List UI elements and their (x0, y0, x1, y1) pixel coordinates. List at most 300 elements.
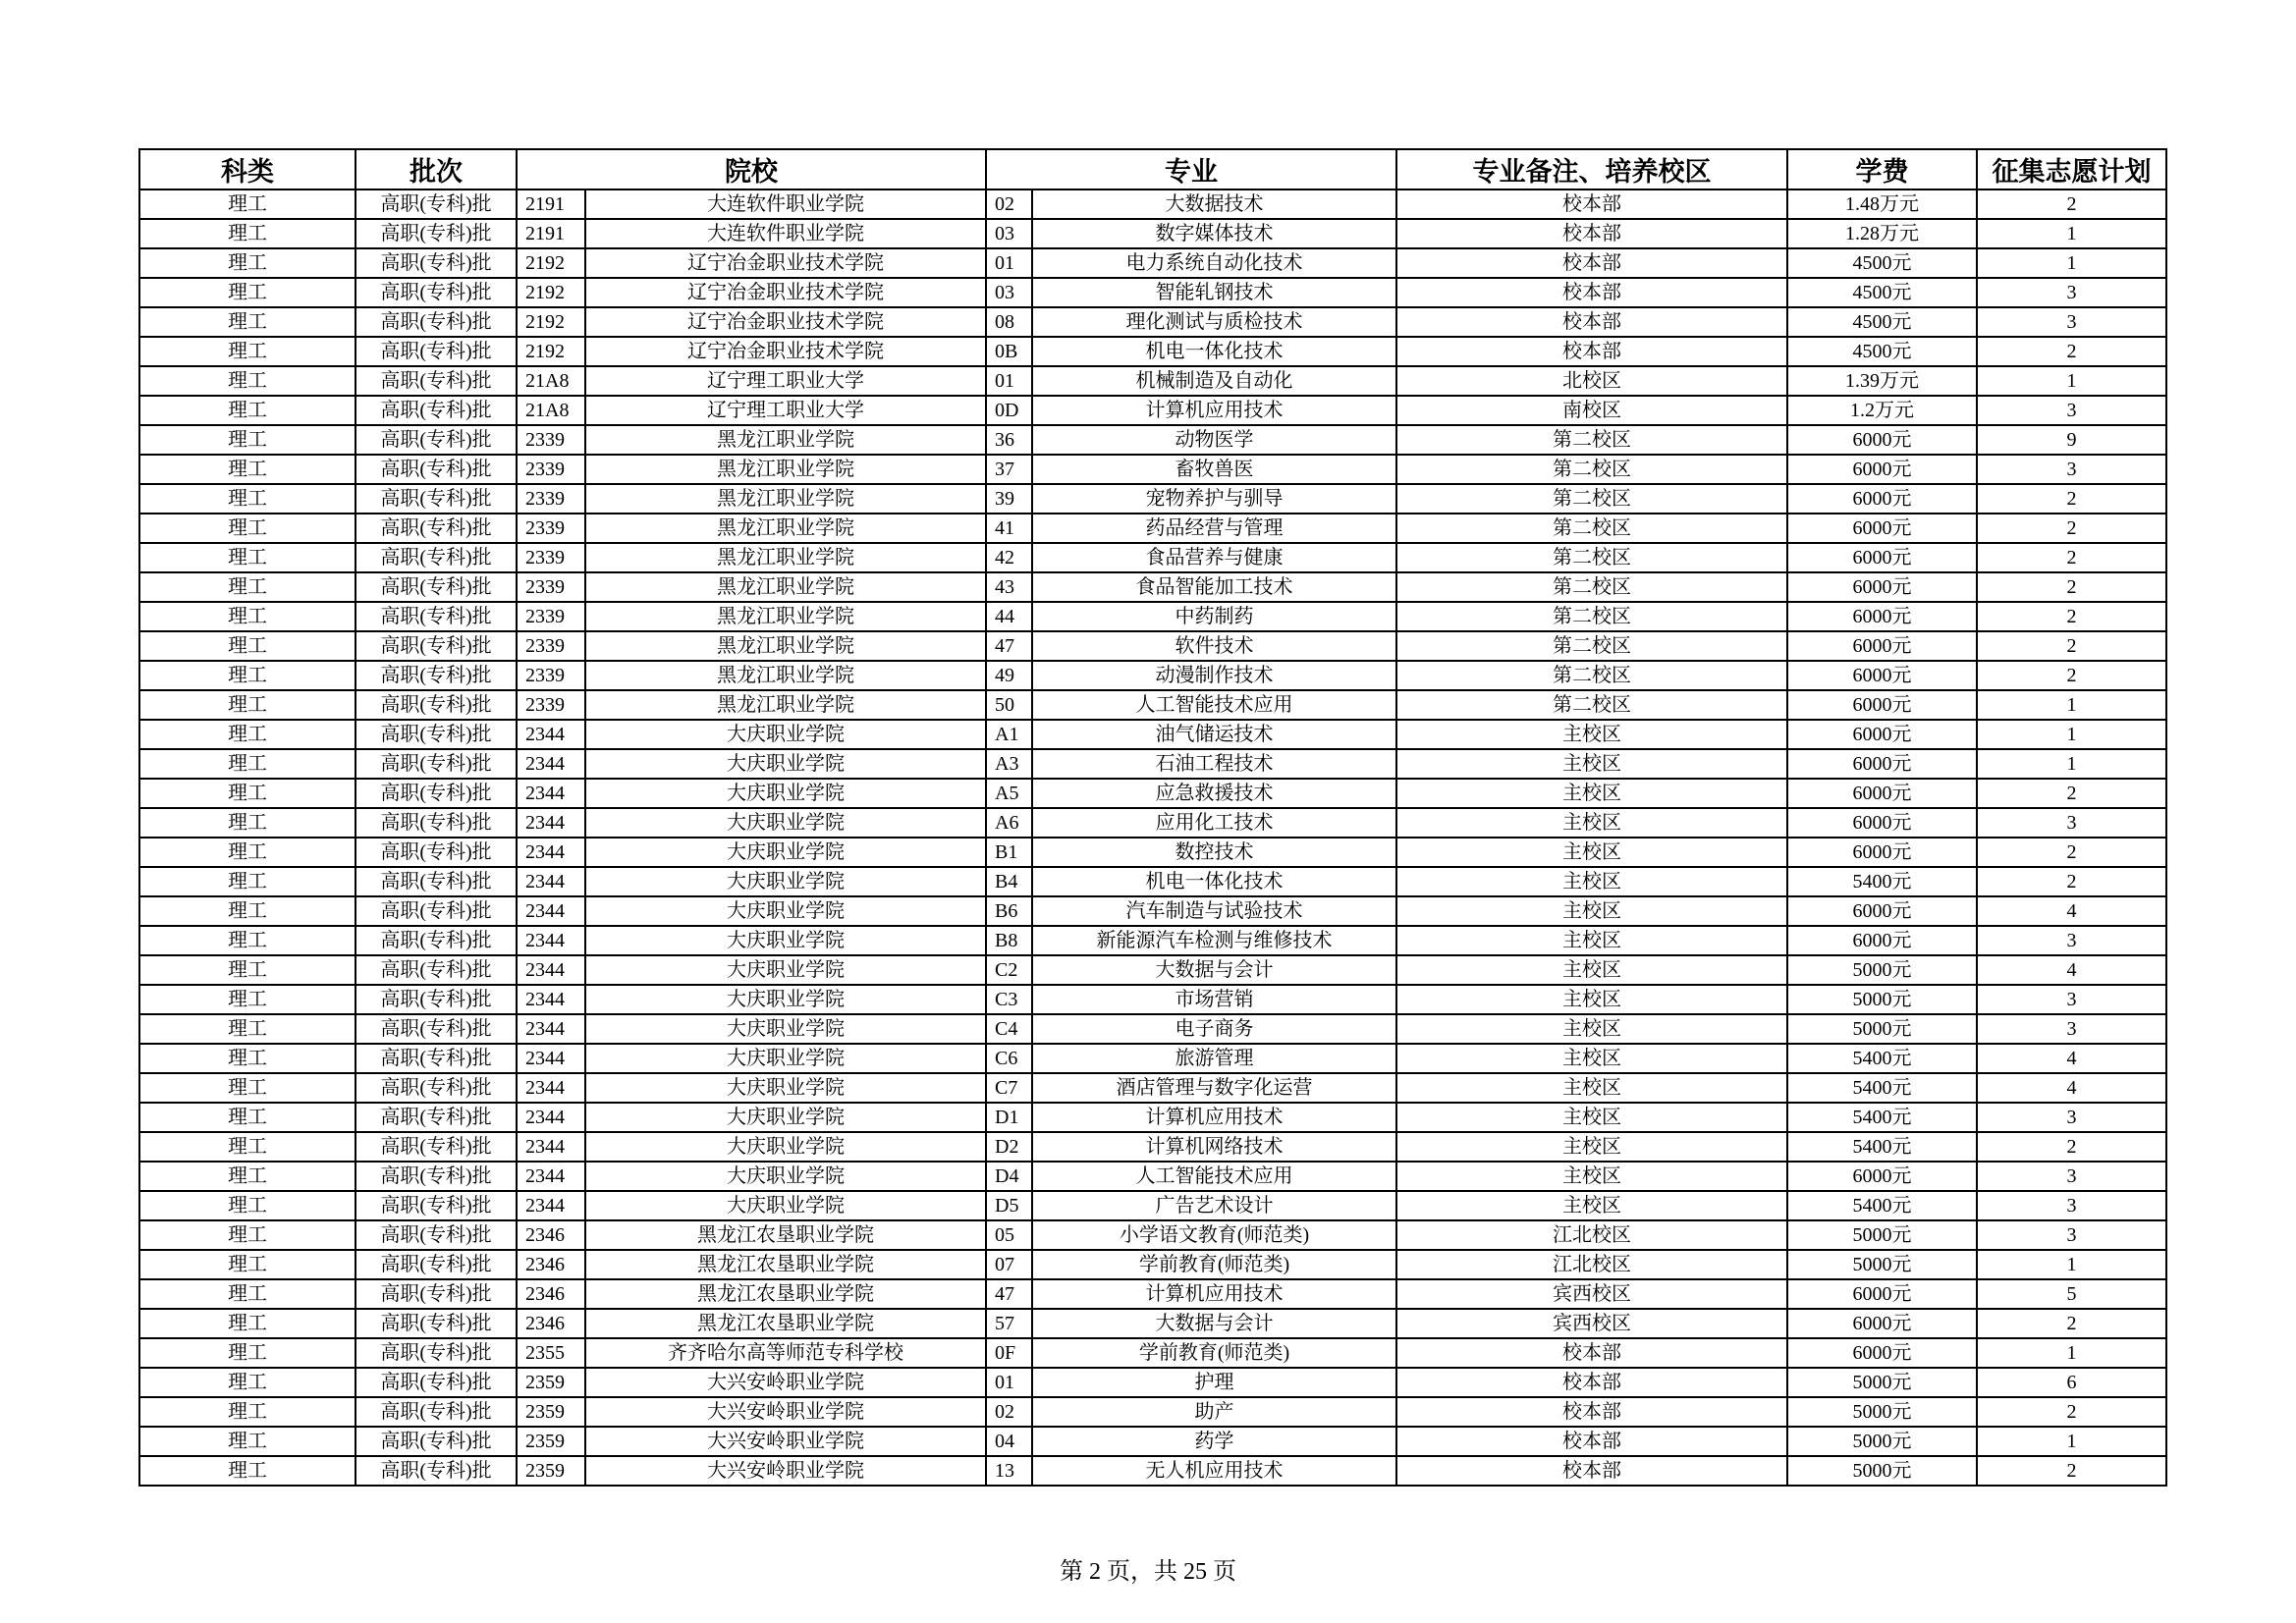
cell-major-code: 39 (986, 484, 1032, 514)
cell-plan: 2 (1977, 602, 2166, 631)
cell-school-name: 黑龙江职业学院 (585, 484, 986, 514)
cell-note: 主校区 (1396, 1014, 1787, 1044)
cell-major-code: 44 (986, 602, 1032, 631)
cell-school-code: 2339 (517, 661, 585, 690)
cell-note: 校本部 (1396, 1368, 1787, 1397)
cell-batch: 高职(专科)批 (355, 1279, 517, 1309)
cell-plan: 6 (1977, 1368, 2166, 1397)
cell-major-code: 03 (986, 219, 1032, 248)
cell-note: 主校区 (1396, 720, 1787, 749)
cell-batch: 高职(专科)批 (355, 1427, 517, 1456)
cell-batch: 高职(专科)批 (355, 1014, 517, 1044)
cell-school-code: 2344 (517, 1191, 585, 1220)
cell-school-code: 2344 (517, 896, 585, 926)
cell-tuition: 5400元 (1787, 1103, 1977, 1132)
cell-plan: 4 (1977, 1044, 2166, 1073)
cell-school-name: 黑龙江职业学院 (585, 425, 986, 455)
cell-note: 校本部 (1396, 248, 1787, 278)
table-row (139, 720, 2166, 749)
cell-note: 第二校区 (1396, 602, 1787, 631)
cell-major-name: 大数据与会计 (1032, 1309, 1396, 1338)
table-row (139, 1338, 2166, 1368)
cell-category: 理工 (139, 1044, 355, 1073)
table-row (139, 808, 2166, 838)
cell-major-code: 0D (986, 396, 1032, 425)
cell-major-code: 08 (986, 307, 1032, 337)
cell-tuition: 5400元 (1787, 1191, 1977, 1220)
cell-tuition: 6000元 (1787, 661, 1977, 690)
cell-batch: 高职(专科)批 (355, 1191, 517, 1220)
cell-school-code: 2344 (517, 926, 585, 955)
cell-school-name: 大庆职业学院 (585, 985, 986, 1014)
cell-school-name: 黑龙江职业学院 (585, 514, 986, 543)
table-row (139, 631, 2166, 661)
header-category: 科类 (139, 149, 355, 189)
cell-tuition: 5400元 (1787, 1044, 1977, 1073)
cell-plan: 2 (1977, 779, 2166, 808)
cell-note: 主校区 (1396, 838, 1787, 867)
table-row (139, 779, 2166, 808)
cell-major-name: 大数据与会计 (1032, 955, 1396, 985)
cell-school-code: 2344 (517, 779, 585, 808)
cell-school-name: 大庆职业学院 (585, 779, 986, 808)
cell-category: 理工 (139, 366, 355, 396)
cell-category: 理工 (139, 838, 355, 867)
cell-category: 理工 (139, 455, 355, 484)
cell-tuition: 6000元 (1787, 425, 1977, 455)
table-row (139, 572, 2166, 602)
cell-major-code: 47 (986, 631, 1032, 661)
cell-school-code: 2344 (517, 1162, 585, 1191)
cell-major-name: 电力系统自动化技术 (1032, 248, 1396, 278)
cell-note: 南校区 (1396, 396, 1787, 425)
cell-major-code: D2 (986, 1132, 1032, 1162)
cell-tuition: 5000元 (1787, 1250, 1977, 1279)
cell-note: 第二校区 (1396, 514, 1787, 543)
cell-batch: 高职(专科)批 (355, 1162, 517, 1191)
cell-batch: 高职(专科)批 (355, 1309, 517, 1338)
cell-school-name: 黑龙江职业学院 (585, 690, 986, 720)
cell-note: 校本部 (1396, 278, 1787, 307)
cell-category: 理工 (139, 543, 355, 572)
cell-note: 校本部 (1396, 307, 1787, 337)
cell-note: 主校区 (1396, 955, 1787, 985)
cell-tuition: 6000元 (1787, 808, 1977, 838)
cell-major-code: 41 (986, 514, 1032, 543)
cell-note: 主校区 (1396, 985, 1787, 1014)
cell-school-name: 黑龙江农垦职业学院 (585, 1250, 986, 1279)
cell-major-code: 05 (986, 1220, 1032, 1250)
cell-category: 理工 (139, 425, 355, 455)
cell-school-name: 大庆职业学院 (585, 1132, 986, 1162)
cell-plan: 1 (1977, 1250, 2166, 1279)
cell-batch: 高职(专科)批 (355, 1397, 517, 1427)
cell-major-code: C4 (986, 1014, 1032, 1044)
table-row (139, 337, 2166, 366)
table-row (139, 1073, 2166, 1103)
cell-plan: 1 (1977, 749, 2166, 779)
table-row (139, 1279, 2166, 1309)
cell-major-name: 电子商务 (1032, 1014, 1396, 1044)
cell-category: 理工 (139, 1427, 355, 1456)
cell-batch: 高职(专科)批 (355, 955, 517, 985)
cell-batch: 高职(专科)批 (355, 779, 517, 808)
cell-major-name: 人工智能技术应用 (1032, 1162, 1396, 1191)
cell-school-code: 2339 (517, 602, 585, 631)
cell-category: 理工 (139, 1103, 355, 1132)
cell-plan: 2 (1977, 484, 2166, 514)
cell-school-code: 2339 (517, 690, 585, 720)
cell-category: 理工 (139, 484, 355, 514)
cell-tuition: 5000元 (1787, 1397, 1977, 1427)
cell-school-code: 2359 (517, 1368, 585, 1397)
cell-plan: 1 (1977, 248, 2166, 278)
cell-batch: 高职(专科)批 (355, 337, 517, 366)
cell-batch: 高职(专科)批 (355, 896, 517, 926)
cell-category: 理工 (139, 661, 355, 690)
cell-tuition: 6000元 (1787, 1338, 1977, 1368)
cell-tuition: 4500元 (1787, 307, 1977, 337)
cell-major-name: 数控技术 (1032, 838, 1396, 867)
cell-school-code: 2339 (517, 543, 585, 572)
cell-major-name: 中药制药 (1032, 602, 1396, 631)
cell-batch: 高职(专科)批 (355, 661, 517, 690)
cell-school-code: 2344 (517, 808, 585, 838)
cell-plan: 2 (1977, 572, 2166, 602)
cell-category: 理工 (139, 337, 355, 366)
cell-major-code: 01 (986, 366, 1032, 396)
admission-plan-table (138, 148, 2167, 1487)
table-row (139, 189, 2166, 219)
cell-major-name: 智能轧钢技术 (1032, 278, 1396, 307)
table-row (139, 219, 2166, 248)
cell-school-name: 辽宁冶金职业技术学院 (585, 248, 986, 278)
cell-major-name: 学前教育(师范类) (1032, 1250, 1396, 1279)
cell-note: 宾西校区 (1396, 1309, 1787, 1338)
cell-school-code: 2346 (517, 1279, 585, 1309)
cell-school-name: 黑龙江农垦职业学院 (585, 1220, 986, 1250)
cell-batch: 高职(专科)批 (355, 514, 517, 543)
cell-batch: 高职(专科)批 (355, 189, 517, 219)
cell-school-code: 2344 (517, 1132, 585, 1162)
table-row (139, 514, 2166, 543)
cell-major-code: 37 (986, 455, 1032, 484)
cell-category: 理工 (139, 1162, 355, 1191)
cell-major-name: 市场营销 (1032, 985, 1396, 1014)
cell-major-name: 宠物养护与驯导 (1032, 484, 1396, 514)
cell-plan: 1 (1977, 1338, 2166, 1368)
cell-category: 理工 (139, 1073, 355, 1103)
cell-batch: 高职(专科)批 (355, 1132, 517, 1162)
cell-plan: 1 (1977, 690, 2166, 720)
cell-note: 主校区 (1396, 808, 1787, 838)
cell-note: 第二校区 (1396, 572, 1787, 602)
cell-major-name: 油气储运技术 (1032, 720, 1396, 749)
cell-note: 主校区 (1396, 749, 1787, 779)
cell-school-code: 21A8 (517, 366, 585, 396)
cell-batch: 高职(专科)批 (355, 278, 517, 307)
cell-plan: 5 (1977, 1279, 2166, 1309)
cell-category: 理工 (139, 690, 355, 720)
cell-category: 理工 (139, 248, 355, 278)
cell-batch: 高职(专科)批 (355, 396, 517, 425)
cell-plan: 3 (1977, 808, 2166, 838)
cell-school-name: 大兴安岭职业学院 (585, 1427, 986, 1456)
cell-major-name: 理化测试与质检技术 (1032, 307, 1396, 337)
cell-batch: 高职(专科)批 (355, 543, 517, 572)
cell-major-name: 酒店管理与数字化运营 (1032, 1073, 1396, 1103)
cell-category: 理工 (139, 867, 355, 896)
table-row (139, 1427, 2166, 1456)
cell-plan: 3 (1977, 1220, 2166, 1250)
header-tuition: 学费 (1787, 149, 1977, 189)
cell-tuition: 6000元 (1787, 455, 1977, 484)
cell-batch: 高职(专科)批 (355, 1338, 517, 1368)
cell-school-name: 大连软件职业学院 (585, 189, 986, 219)
cell-batch: 高职(专科)批 (355, 425, 517, 455)
cell-major-code: 0F (986, 1338, 1032, 1368)
header-school: 院校 (517, 149, 986, 189)
cell-school-code: 2192 (517, 248, 585, 278)
cell-major-code: C2 (986, 955, 1032, 985)
cell-tuition: 6000元 (1787, 779, 1977, 808)
cell-plan: 1 (1977, 720, 2166, 749)
cell-major-name: 机械制造及自动化 (1032, 366, 1396, 396)
cell-note: 主校区 (1396, 1103, 1787, 1132)
table-row (139, 1014, 2166, 1044)
cell-major-name: 新能源汽车检测与维修技术 (1032, 926, 1396, 955)
cell-school-code: 2346 (517, 1309, 585, 1338)
cell-tuition: 5400元 (1787, 1073, 1977, 1103)
cell-batch: 高职(专科)批 (355, 455, 517, 484)
cell-plan: 2 (1977, 1397, 2166, 1427)
cell-note: 第二校区 (1396, 690, 1787, 720)
cell-school-code: 2339 (517, 514, 585, 543)
cell-school-name: 大庆职业学院 (585, 1044, 986, 1073)
cell-school-code: 2339 (517, 484, 585, 514)
cell-school-name: 大庆职业学院 (585, 1191, 986, 1220)
cell-category: 理工 (139, 1132, 355, 1162)
header-plan: 征集志愿计划 (1977, 149, 2166, 189)
cell-school-code: 2192 (517, 337, 585, 366)
cell-tuition: 5000元 (1787, 1014, 1977, 1044)
cell-category: 理工 (139, 602, 355, 631)
table-row (139, 366, 2166, 396)
cell-batch: 高职(专科)批 (355, 484, 517, 514)
cell-tuition: 6000元 (1787, 484, 1977, 514)
cell-category: 理工 (139, 896, 355, 926)
cell-major-name: 动物医学 (1032, 425, 1396, 455)
table-row (139, 985, 2166, 1014)
cell-major-code: D4 (986, 1162, 1032, 1191)
cell-tuition: 5000元 (1787, 1427, 1977, 1456)
cell-tuition: 6000元 (1787, 690, 1977, 720)
cell-plan: 3 (1977, 455, 2166, 484)
cell-plan: 3 (1977, 396, 2166, 425)
cell-note: 第二校区 (1396, 484, 1787, 514)
cell-batch: 高职(专科)批 (355, 926, 517, 955)
cell-plan: 3 (1977, 926, 2166, 955)
cell-tuition: 4500元 (1787, 337, 1977, 366)
table-row (139, 278, 2166, 307)
cell-category: 理工 (139, 219, 355, 248)
cell-school-name: 大庆职业学院 (585, 1162, 986, 1191)
cell-batch: 高职(专科)批 (355, 867, 517, 896)
cell-note: 校本部 (1396, 219, 1787, 248)
cell-major-code: D5 (986, 1191, 1032, 1220)
cell-plan: 4 (1977, 1073, 2166, 1103)
cell-major-code: 02 (986, 189, 1032, 219)
cell-batch: 高职(专科)批 (355, 720, 517, 749)
cell-school-name: 黑龙江职业学院 (585, 631, 986, 661)
cell-major-name: 药品经营与管理 (1032, 514, 1396, 543)
table-row (139, 838, 2166, 867)
cell-batch: 高职(专科)批 (355, 1456, 517, 1486)
cell-major-code: D1 (986, 1103, 1032, 1132)
cell-school-code: 2344 (517, 838, 585, 867)
cell-school-name: 黑龙江职业学院 (585, 661, 986, 690)
cell-tuition: 5000元 (1787, 955, 1977, 985)
cell-tuition: 4500元 (1787, 278, 1977, 307)
cell-plan: 2 (1977, 514, 2166, 543)
table-row (139, 248, 2166, 278)
cell-batch: 高职(专科)批 (355, 1044, 517, 1073)
cell-school-name: 大庆职业学院 (585, 896, 986, 926)
cell-major-name: 机电一体化技术 (1032, 867, 1396, 896)
table-row (139, 425, 2166, 455)
cell-major-code: B6 (986, 896, 1032, 926)
cell-category: 理工 (139, 926, 355, 955)
cell-major-code: 01 (986, 1368, 1032, 1397)
cell-note: 第二校区 (1396, 661, 1787, 690)
table-row (139, 602, 2166, 631)
cell-tuition: 5000元 (1787, 985, 1977, 1014)
cell-school-name: 辽宁冶金职业技术学院 (585, 337, 986, 366)
cell-category: 理工 (139, 1397, 355, 1427)
cell-note: 第二校区 (1396, 425, 1787, 455)
cell-school-name: 辽宁理工职业大学 (585, 366, 986, 396)
table-row (139, 1044, 2166, 1073)
cell-note: 江北校区 (1396, 1220, 1787, 1250)
cell-school-name: 黑龙江职业学院 (585, 455, 986, 484)
cell-tuition: 1.28万元 (1787, 219, 1977, 248)
cell-major-name: 小学语文教育(师范类) (1032, 1220, 1396, 1250)
cell-plan: 3 (1977, 1103, 2166, 1132)
cell-note: 主校区 (1396, 1132, 1787, 1162)
cell-school-code: 2359 (517, 1456, 585, 1486)
cell-major-name: 人工智能技术应用 (1032, 690, 1396, 720)
cell-school-name: 大连软件职业学院 (585, 219, 986, 248)
cell-school-name: 辽宁理工职业大学 (585, 396, 986, 425)
cell-tuition: 5400元 (1787, 867, 1977, 896)
cell-major-name: 无人机应用技术 (1032, 1456, 1396, 1486)
cell-plan: 3 (1977, 1162, 2166, 1191)
cell-major-name: 石油工程技术 (1032, 749, 1396, 779)
cell-school-code: 2192 (517, 278, 585, 307)
cell-note: 校本部 (1396, 1338, 1787, 1368)
cell-school-code: 2344 (517, 1044, 585, 1073)
cell-plan: 3 (1977, 985, 2166, 1014)
cell-school-code: 2359 (517, 1427, 585, 1456)
cell-note: 校本部 (1396, 1456, 1787, 1486)
cell-school-code: 2344 (517, 985, 585, 1014)
cell-tuition: 6000元 (1787, 926, 1977, 955)
cell-major-name: 旅游管理 (1032, 1044, 1396, 1073)
cell-major-name: 食品营养与健康 (1032, 543, 1396, 572)
cell-batch: 高职(专科)批 (355, 1250, 517, 1279)
table-row (139, 307, 2166, 337)
cell-tuition: 6000元 (1787, 1309, 1977, 1338)
header-note: 专业备注、培养校区 (1396, 149, 1787, 189)
cell-school-code: 2344 (517, 955, 585, 985)
cell-major-name: 畜牧兽医 (1032, 455, 1396, 484)
cell-plan: 3 (1977, 307, 2166, 337)
cell-note: 校本部 (1396, 337, 1787, 366)
cell-note: 第二校区 (1396, 543, 1787, 572)
cell-tuition: 6000元 (1787, 572, 1977, 602)
cell-plan: 2 (1977, 1456, 2166, 1486)
cell-major-code: 42 (986, 543, 1032, 572)
cell-category: 理工 (139, 1279, 355, 1309)
cell-school-name: 齐齐哈尔高等师范专科学校 (585, 1338, 986, 1368)
cell-batch: 高职(专科)批 (355, 307, 517, 337)
cell-plan: 3 (1977, 1191, 2166, 1220)
cell-batch: 高职(专科)批 (355, 572, 517, 602)
cell-school-code: 2339 (517, 425, 585, 455)
cell-major-name: 软件技术 (1032, 631, 1396, 661)
cell-tuition: 6000元 (1787, 602, 1977, 631)
table-row (139, 396, 2166, 425)
cell-school-name: 辽宁冶金职业技术学院 (585, 307, 986, 337)
cell-major-code: C7 (986, 1073, 1032, 1103)
cell-category: 理工 (139, 1338, 355, 1368)
cell-major-code: 0B (986, 337, 1032, 366)
table-row (139, 1250, 2166, 1279)
cell-category: 理工 (139, 572, 355, 602)
cell-batch: 高职(专科)批 (355, 985, 517, 1014)
cell-category: 理工 (139, 1220, 355, 1250)
cell-school-name: 大庆职业学院 (585, 955, 986, 985)
cell-school-name: 大兴安岭职业学院 (585, 1397, 986, 1427)
cell-major-code: 50 (986, 690, 1032, 720)
cell-major-code: A1 (986, 720, 1032, 749)
table-row (139, 690, 2166, 720)
cell-major-code: 01 (986, 248, 1032, 278)
cell-school-name: 大庆职业学院 (585, 867, 986, 896)
cell-major-name: 计算机应用技术 (1032, 396, 1396, 425)
cell-major-code: 02 (986, 1397, 1032, 1427)
cell-note: 校本部 (1396, 1427, 1787, 1456)
cell-major-name: 应用化工技术 (1032, 808, 1396, 838)
cell-category: 理工 (139, 985, 355, 1014)
cell-tuition: 6000元 (1787, 543, 1977, 572)
cell-plan: 2 (1977, 1132, 2166, 1162)
cell-note: 主校区 (1396, 896, 1787, 926)
table-body (139, 189, 2166, 1486)
cell-school-code: 2346 (517, 1250, 585, 1279)
table-row (139, 955, 2166, 985)
cell-plan: 1 (1977, 366, 2166, 396)
cell-category: 理工 (139, 514, 355, 543)
cell-major-name: 应急救援技术 (1032, 779, 1396, 808)
cell-tuition: 6000元 (1787, 838, 1977, 867)
header-row (139, 149, 2166, 189)
cell-school-code: 2191 (517, 189, 585, 219)
cell-tuition: 6000元 (1787, 720, 1977, 749)
table-row (139, 455, 2166, 484)
cell-batch: 高职(专科)批 (355, 1220, 517, 1250)
cell-school-code: 2344 (517, 867, 585, 896)
